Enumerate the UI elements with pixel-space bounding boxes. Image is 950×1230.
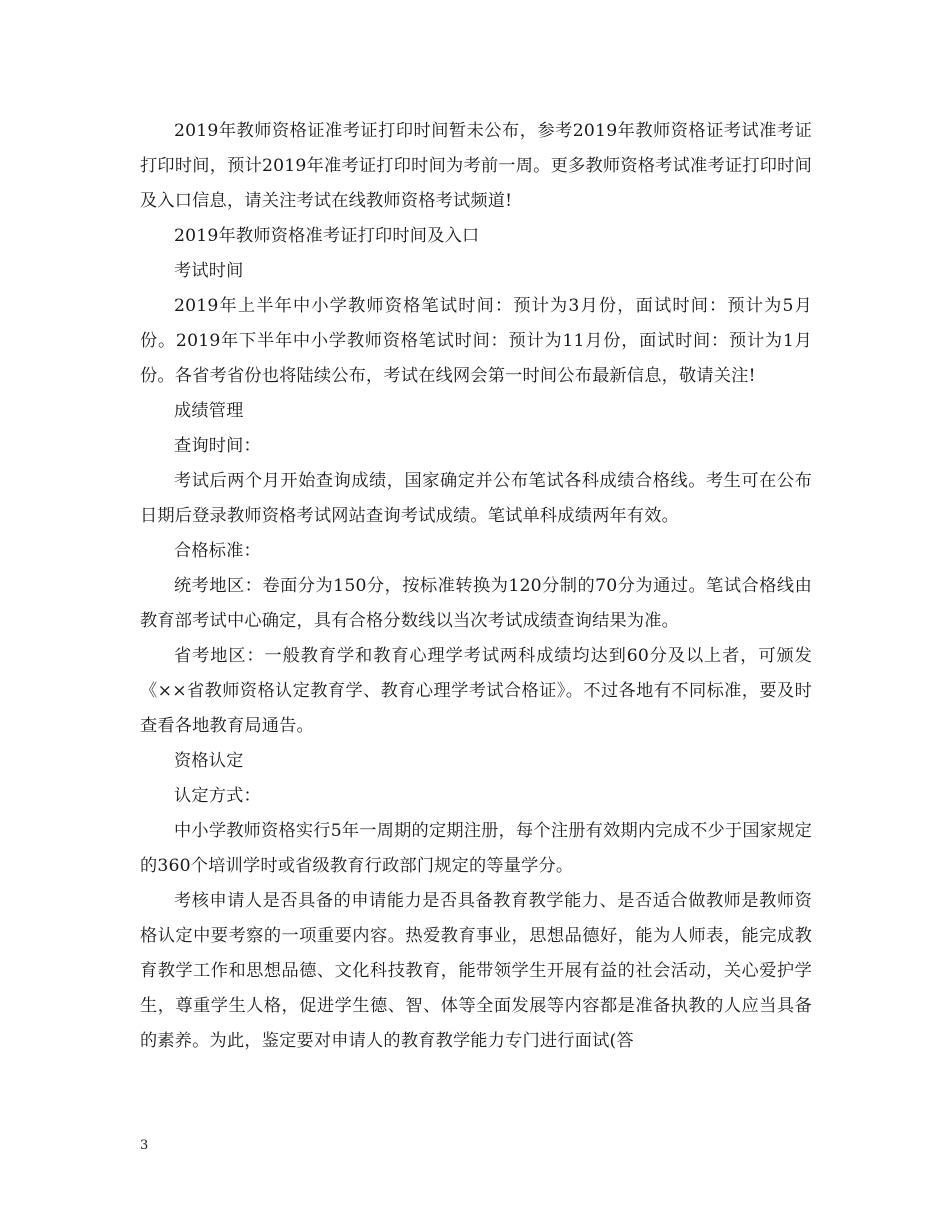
paragraph-registration: 中小学教师资格实行5年一周期的定期注册，每个注册有效期内完成不少于国家规定的360个培训学时或省级教育行政部门规定的等量学分。 <box>140 821 812 876</box>
heading-print-time: 2019年教师资格准考证打印时间及入口 <box>174 226 480 246</box>
heading-certification-method: 认定方式： <box>174 786 261 806</box>
paragraph-provincial-region: 省考地区：一般教育学和教育心理学考试两科成绩均达到60分及以上者，可颁发《××省教师资格认定教育学、教育心理学考试合格证》。不过各地有不同标准，要及时查看各地教育局通告。 <box>140 646 812 736</box>
heading-pass-standard: 合格标准： <box>174 541 261 561</box>
page-number: 3 <box>140 1138 149 1153</box>
heading-score-management: 成绩管理 <box>174 401 244 421</box>
document-body <box>140 114 812 1059</box>
heading-qualification: 资格认定 <box>174 751 244 771</box>
paragraph-query-time: 考试后两个月开始查询成绩，国家确定并公布笔试各科成绩合格线。考生可在公布日期后登录教师资格考试网站查询考试成绩。笔试单科成绩两年有效。 <box>140 471 812 526</box>
paragraph-exam-time: 2019年上半年中小学教师资格笔试时间：预计为3月份，面试时间：预计为5月份。2019年下半年中小学教师资格笔试时间：预计为11月份，面试时间：预计为1月份。各省考省份也将陆续公布，考试在线网会第一时间公布最新信息，敬请关注! <box>140 296 812 386</box>
paragraph-assessment: 考核申请人是否具备的申请能力是否具备教育教学能力、是否适合做教师是教师资格认定中要考察的一项重要内容。热爱教育事业，思想品德好，能为人师表，能完成教育教学工作和思想品德、文化科技教育，能带领学生开展有益的社会活动，关心爱护学生，尊重学生人格，促进学生德、智、体等全面发展等内容都是准备执教的人应当具备的素养。为此，鉴定要对申请人的教育教学能力专门进行面试(答 <box>140 891 812 1051</box>
paragraph-unified-region: 统考地区：卷面分为150分，按标准转换为120分制的70分为通过。笔试合格线由教育部考试中心确定，具有合格分数线以当次考试成绩查询结果为准。 <box>140 576 812 631</box>
heading-exam-time: 考试时间 <box>174 261 244 281</box>
heading-query-time: 查询时间： <box>174 436 261 456</box>
paragraph-intro: 2019年教师资格证准考证打印时间暂未公布，参考2019年教师资格证考试准考证打印时间，预计2019年准考证打印时间为考前一周。更多教师资格考试准考证打印时间及入口信息，请关注考试在线教师资格考试频道! <box>140 121 812 211</box>
